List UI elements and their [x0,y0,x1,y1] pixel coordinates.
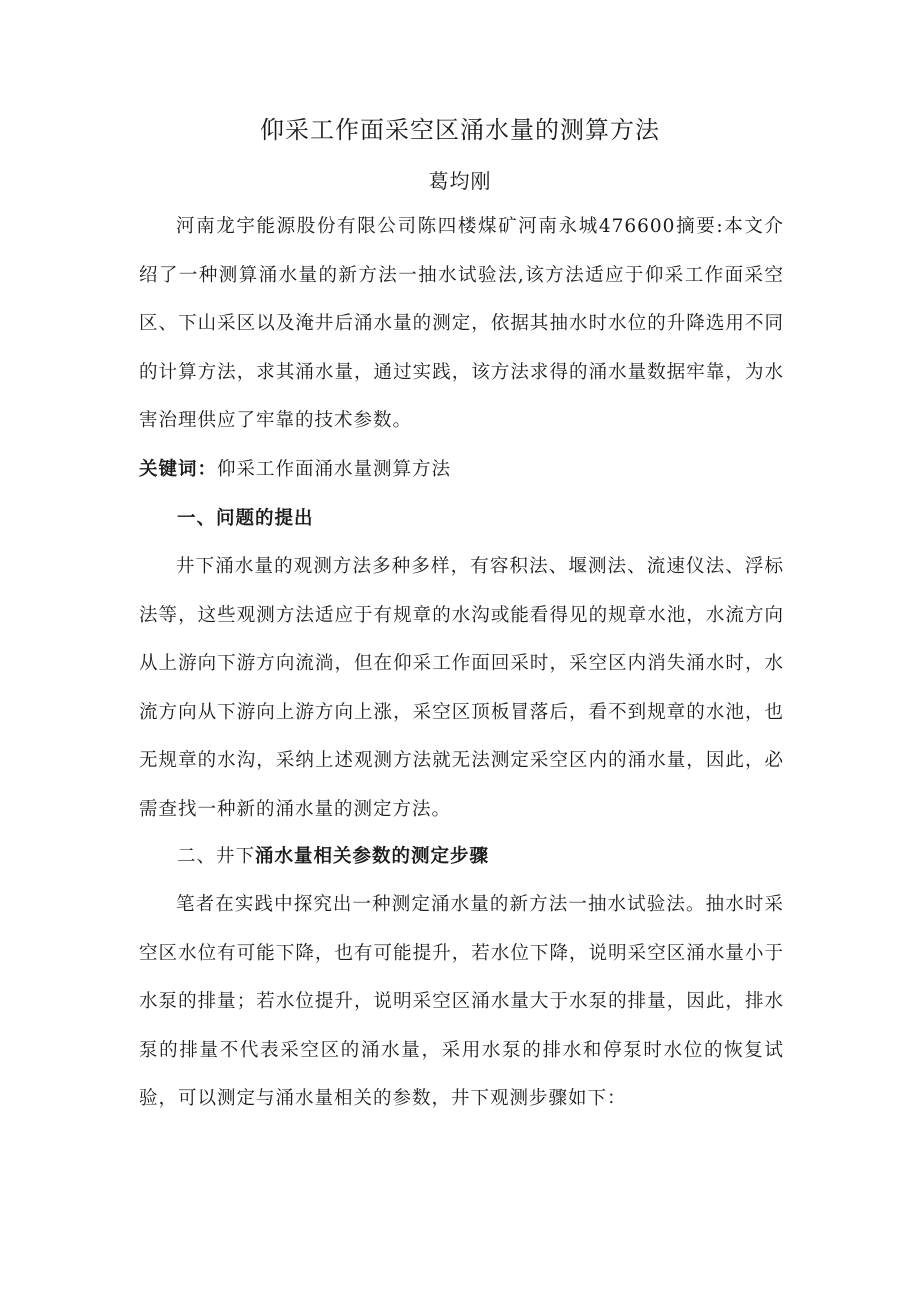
keywords-line [139,446,784,495]
section2-heading [177,833,777,882]
abstract-paragraph: 河南龙宇能源股份有限公司陈四楼煤矿河南永城476600摘要:本文介绍了一种测算涌水量的新方法一抽水试验法,该方法适应于仰采工作面采空区、下山采区以及淹井后涌水量的测定，依据其抽水时水位的升降选用不同的计算方法，求其涌水量，通过实践，该方法求得的涌水量数据牢靠，为水害治理供应了牢靠的技术参数。 [139,216,784,431]
keywords-text: 仰采工作面涌水量测算方法 [217,459,452,480]
section1-paragraph: 井下涌水量的观测方法多种多样，有容积法、堰测法、流速仪法、浮标法等，这些观测方法适应于有规章的水沟或能看得见的规章水池，水流方向从上游向下游方向流淌，但在仰采工作面回采时，采空区内消失涌水时，水流方向从下游向上游方向上涨，采空区顶板冒落后，看不到规章的水池，也无规章的水沟，采纳上述观测方法就无法测定采空区内的涌水量，因此，必需查找一种新的涌水量的测定方法。 [139,556,784,820]
document-title: 仰采工作面采空区涌水量的测算方法 [260,116,660,144]
keywords-label: 关键词： [139,459,218,480]
document-author: 葛均刚 [428,169,492,193]
section2-heading-plain: 二、井下 [177,846,256,867]
section2-paragraph: 笔者在实践中探究出一种测定涌水量的新方法一抽水试验法。抽水时采空区水位有可能下降，也有可能提升，若水位下降，说明采空区涌水量小于水泵的排量；若水位提升，说明采空区涌水量大于水泵的排量，因此，排水泵的排量不代表采空区的涌水量，采用水泵的排水和停泵时水位的恢复试验，可以测定与涌水量相关的参数，井下观测步骤如下： [139,894,784,1109]
section1-heading: 一、问题的提出 [177,508,314,529]
section2-heading-bold: 涌水量相关参数的测定步骤 [255,846,490,867]
